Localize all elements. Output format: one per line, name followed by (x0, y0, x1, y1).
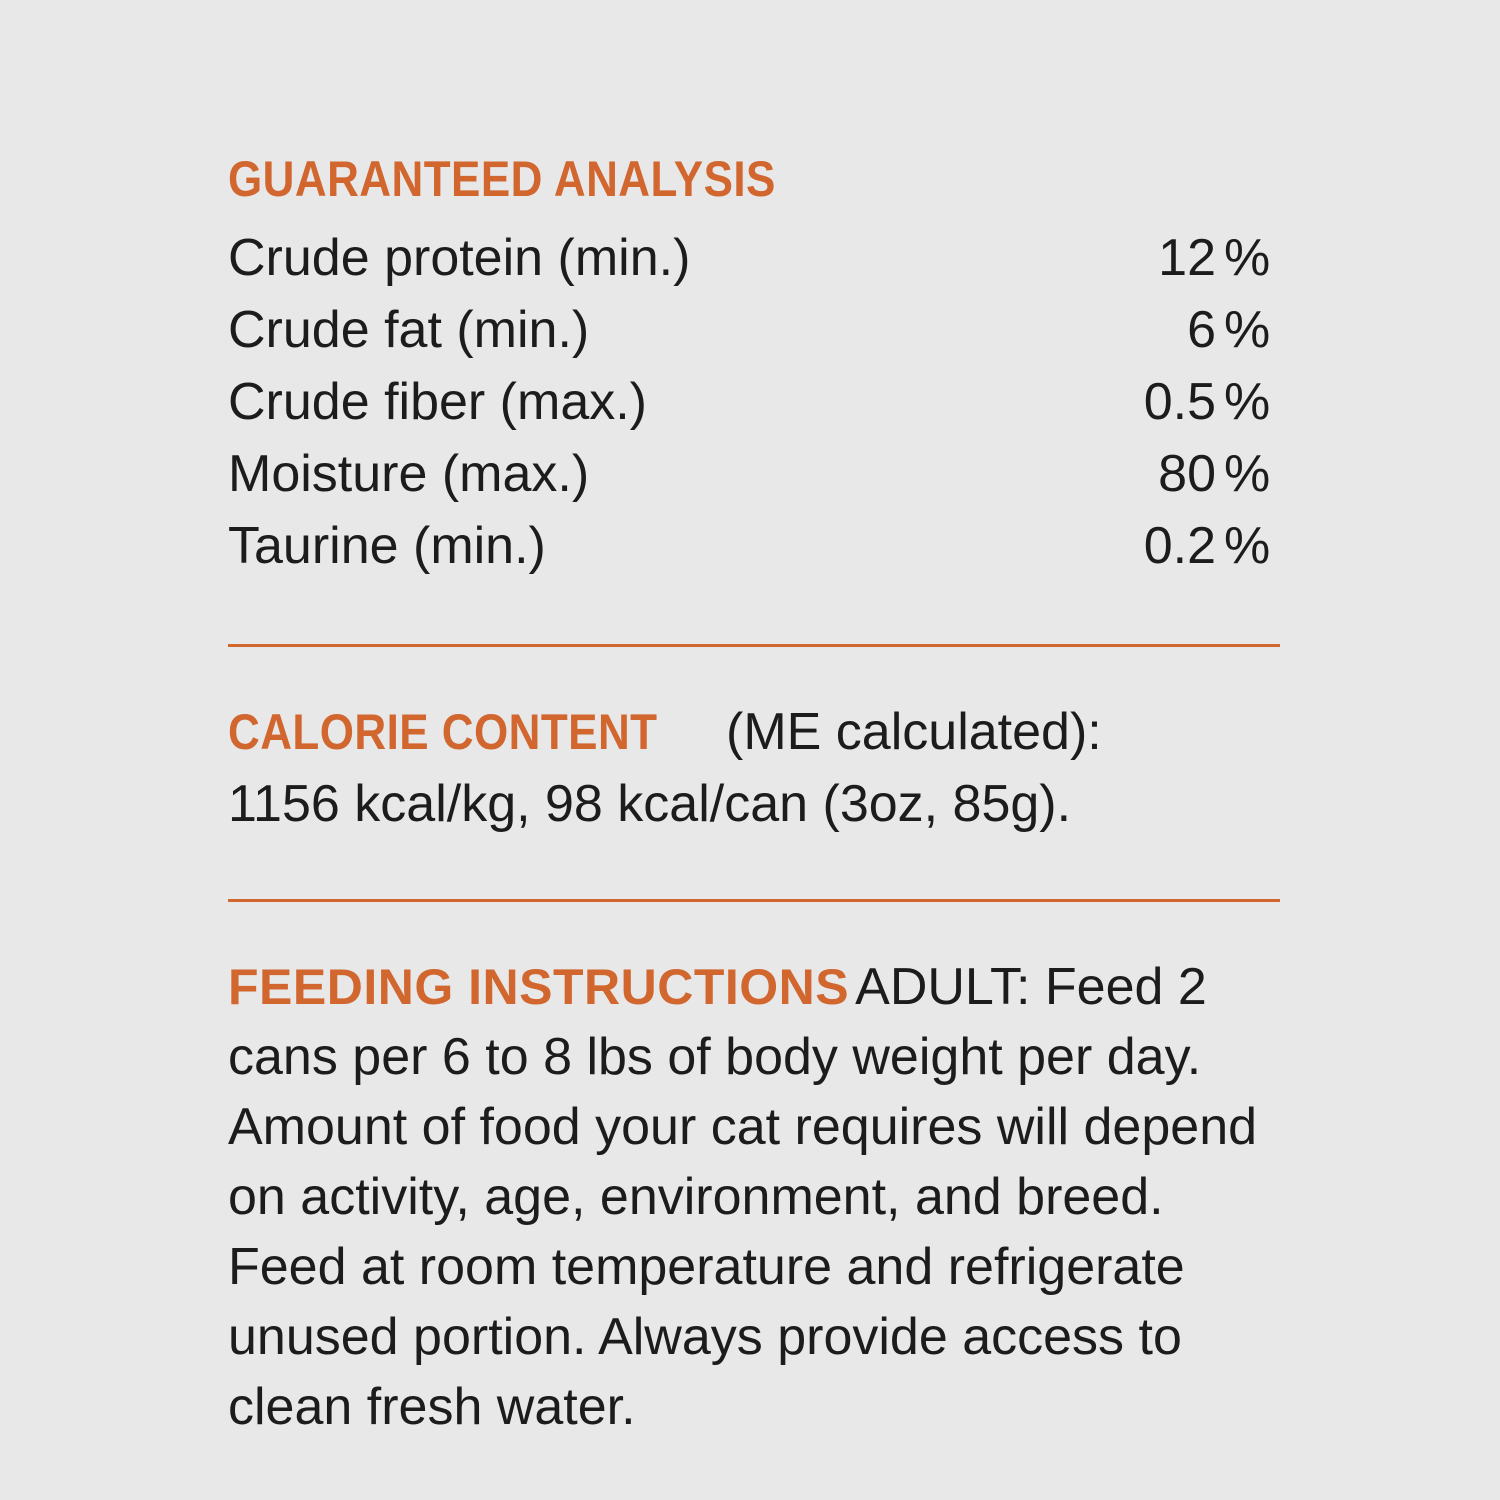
calorie-content-values: 1156 kcal/kg, 98 kcal/can (3oz, 85g). (228, 775, 1072, 833)
nutrient-label: Crude fiber (max.) (228, 373, 647, 431)
nutrient-value: 12 (1158, 229, 1216, 287)
nutrient-value: 80 (1158, 445, 1216, 503)
nutrient-label: Taurine (min.) (228, 517, 546, 575)
table-row (228, 294, 1280, 366)
nutrient-label: Crude fat (min.) (228, 301, 590, 359)
table-row (228, 222, 1280, 294)
table-row (228, 366, 1280, 438)
nutrient-label: Moisture (max.) (228, 445, 590, 503)
feeding-instructions-section (228, 952, 1293, 1442)
divider-bottom (228, 899, 1280, 902)
nutrient-unit: % (1224, 445, 1271, 503)
nutrient-value: 0.2 (1143, 517, 1216, 575)
nutrient-unit: % (1224, 229, 1271, 287)
nutrient-value: 0.5 (1143, 373, 1216, 431)
nutrient-unit: % (1224, 373, 1271, 431)
calorie-content-section (228, 699, 1280, 837)
nutrient-value: 6 (1187, 301, 1216, 359)
calorie-content-subheading: (ME calculated): (726, 703, 1102, 761)
feeding-instructions-body: ADULT: Feed 2 cans per 6 to 8 lbs of body weight per day. Amount of food your cat requires will depend on activity, age, environment, and breed. Feed at room temperature and refrigerate unused portion. Always provide access to clean fresh water. (228, 958, 1258, 1436)
guaranteed-analysis-table (228, 222, 1280, 582)
calorie-content-heading: CALORIE CONTENT (228, 704, 658, 760)
nutrient-unit: % (1224, 301, 1271, 359)
feeding-instructions-heading: FEEDING INSTRUCTIONS (228, 959, 850, 1015)
guaranteed-analysis-section (228, 150, 1280, 582)
table-row (228, 438, 1280, 510)
nutrient-label: Crude protein (min.) (228, 229, 691, 287)
table-row (228, 510, 1280, 582)
guaranteed-analysis-heading: GUARANTEED ANALYSIS (228, 151, 776, 207)
nutrient-unit: % (1224, 517, 1271, 575)
divider-top (228, 644, 1280, 647)
